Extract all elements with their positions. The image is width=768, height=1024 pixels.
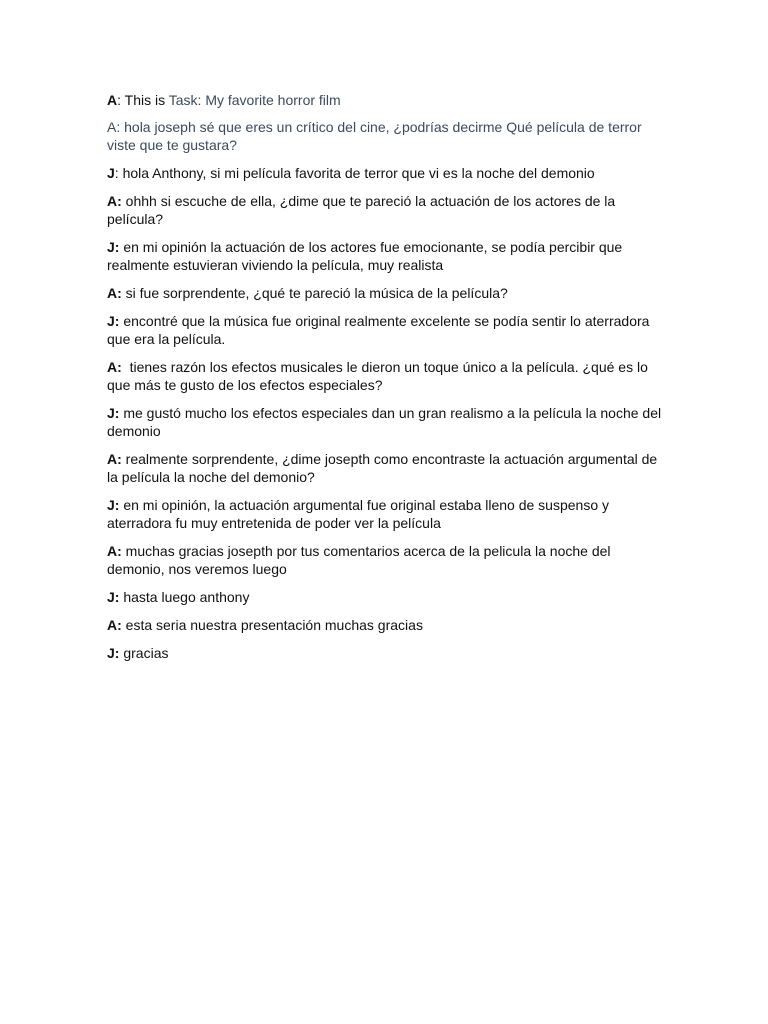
speaker-label: A: [107,543,122,559]
speaker-separator [122,359,130,375]
dialogue-text: gracias [123,645,169,661]
speaker-label: J: [107,239,120,255]
document-page [107,91,663,672]
dialogue-text: me gustó mucho los efectos especiales dan un gran realismo a la película la noche del demonio [107,405,662,439]
dialogue-line [107,284,663,302]
speaker-label: J: [107,497,120,513]
dialogue-line [107,312,663,348]
dialogue-line [107,450,663,486]
dialogue-text: hasta luego anthony [123,589,250,605]
intro-prefix: This is [124,92,169,108]
dialogue-text: hola Anthony, si mi película favorita de terror que vi es la noche del demonio [122,165,595,181]
speaker-label: J: [107,313,120,329]
speaker-label: J: [107,645,120,661]
dialogue-line [107,358,663,394]
dialogue-text: realmente sorprendente, ¿dime josepth como encontraste la actuación argumental de la película la noche del demonio? [107,451,658,485]
intro-line [107,91,663,109]
task-title: Task: My favorite horror film [168,92,341,108]
speaker-label: A [107,119,117,135]
dialogue-text: muchas gracias josepth por tus comentarios acerca de la pelicula la noche del demonio, nos veremos luego [107,543,611,577]
dialogue-line [107,404,663,440]
dialogue-line [107,192,663,228]
speaker-label: A: [107,285,122,301]
dialogue-text: en mi opinión, la actuación argumental fue original estaba lleno de suspenso y aterradora fu muy entretenida de poder ver la película [107,497,609,531]
speaker-label: J: [107,589,120,605]
dialogue-text: encontré que la música fue original realmente excelente se podía sentir lo aterradora que era la película. [107,313,650,347]
dialogue-text: esta seria nuestra presentación muchas gracias [125,617,423,633]
dialogue-line [107,164,663,182]
dialogue-line [107,238,663,274]
speaker-separator: : [114,165,123,181]
dialogue-text: en mi opinión la actuación de los actores fue emocionante, se podía percibir que realmente estuvieran viviendo la película, muy realista [107,239,623,273]
dialogue-line [107,644,663,662]
dialogue-line [107,616,663,634]
speaker-label: J: [107,405,120,421]
speaker-label: J [107,165,115,181]
speaker-separator: : [117,92,125,108]
dialogue-line [107,542,663,578]
dialogue-line [107,588,663,606]
speaker-label: A: [107,359,122,375]
dialogue-line [107,496,663,532]
dialogue-text: ohhh si escuche de ella, ¿dime que te pareció la actuación de los actores de la película? [107,193,616,227]
speaker-label: A: [107,617,122,633]
speaker-label: A: [107,451,122,467]
speaker-label: A: [107,193,122,209]
speaker-label: A [107,92,118,108]
dialogue-text: tienes razón los efectos musicales le dieron un toque único a la película. ¿qué es lo que más te gusto de los efectos especiales? [107,359,648,393]
speaker-separator: : [116,119,125,135]
dialogue-text: hola joseph sé que eres un crítico del cine, ¿podrías decirme Qué película de terror viste que te gustara? [107,119,642,153]
dialogue-text: si fue sorprendente, ¿qué te pareció la música de la película? [125,285,508,301]
dialogue-line [107,118,663,154]
